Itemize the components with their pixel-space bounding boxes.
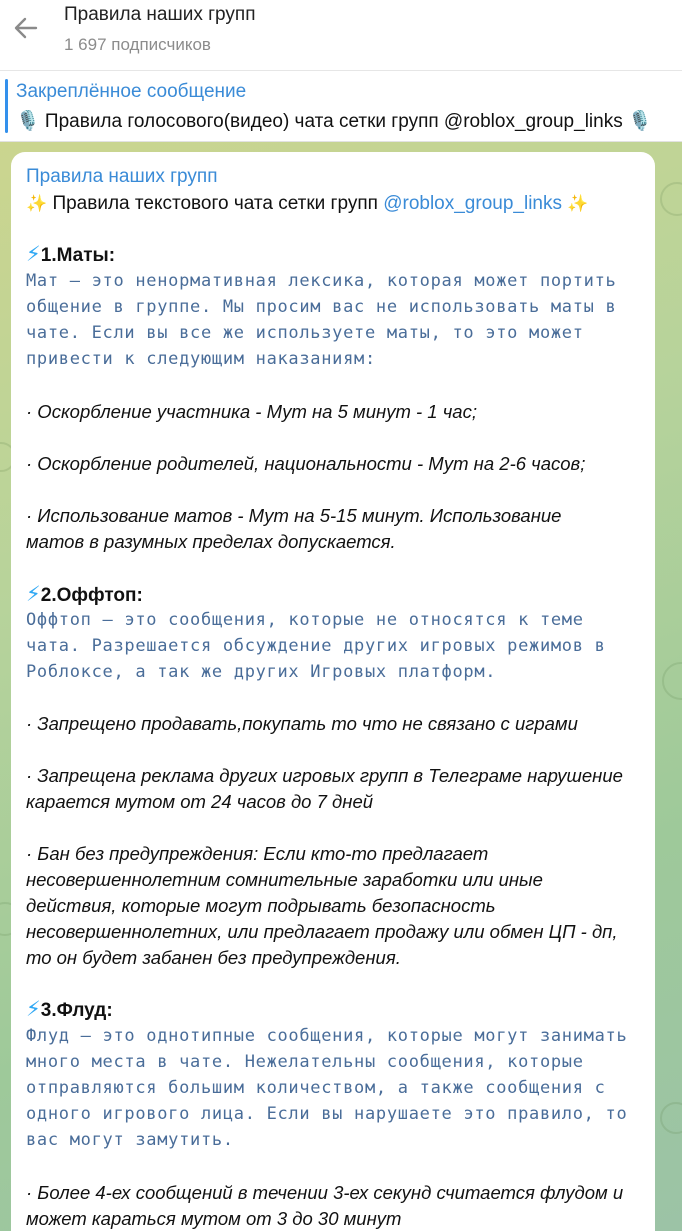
lightning-icon: ⚡ bbox=[26, 583, 41, 606]
rule-line: несовершеннолетним сомнительные заработки или иные bbox=[26, 869, 543, 890]
arrow-left-icon bbox=[12, 14, 40, 42]
message-sender[interactable]: Правила наших групп bbox=[26, 166, 218, 187]
section-body-line: привести к следующим наказаниям: bbox=[26, 349, 376, 369]
section-body-line: общение в группе. Мы просим вас не использовать маты в bbox=[26, 297, 617, 317]
rule-line: · Запрещено продавать,покупать то что не связано с играми bbox=[26, 713, 578, 734]
section-body-line: Роблоксе, а так же других Игровых платформ. bbox=[26, 662, 497, 682]
message-subtitle bbox=[26, 193, 588, 215]
rule-line: · Запрещена реклама других игровых групп в Телеграме нарушение bbox=[26, 765, 623, 786]
background-doodle bbox=[660, 182, 682, 216]
rule-line: может караться мутом от 3 до 30 минут bbox=[26, 1208, 402, 1229]
pinned-title: Закреплённое сообщение bbox=[16, 81, 247, 102]
section-body-line: вас могут замутить. bbox=[26, 1130, 234, 1150]
rule-line: · Более 4-ех сообщений в течении 3-ех секунд считается флудом и bbox=[26, 1182, 624, 1203]
chat-title[interactable]: Правила наших групп bbox=[64, 4, 256, 25]
subtitle-text: Правила текстового чата сетки групп bbox=[52, 193, 384, 214]
rule-line: действия, которые могут подрывать безопасность bbox=[26, 895, 496, 916]
section-body-line: много места в чате. Нежелательны сообщения, которые bbox=[26, 1052, 584, 1072]
group-link[interactable]: @roblox_group_links bbox=[383, 193, 562, 214]
section-heading: ⚡2.Оффтоп: bbox=[26, 583, 143, 606]
section-body-line: Мат – это ненормативная лексика, которая может портить bbox=[26, 271, 617, 291]
sparkles-icon: ✨ bbox=[567, 194, 589, 213]
rule-line: · Оскорбление участника - Мут на 5 минут - 1 час; bbox=[26, 401, 477, 422]
background-doodle bbox=[662, 662, 682, 700]
sparkles-icon: ✨ bbox=[26, 194, 48, 213]
pinned-text: 🎙️ Правила голосового(видео) чата сетки групп @roblox_group_links 🎙️ bbox=[16, 111, 652, 132]
back-button[interactable] bbox=[8, 10, 44, 46]
message-bubble[interactable] bbox=[11, 152, 655, 1231]
rule-line: то он будет забанен без предупреждения. bbox=[26, 947, 401, 968]
section-heading: ⚡3.Флуд: bbox=[26, 998, 113, 1021]
section-body-line: чате. Если вы все же используете маты, то это может bbox=[26, 323, 584, 343]
chat-header bbox=[0, 0, 682, 71]
rule-line: несовершеннолетних, или предлагает продажу или обмен ЦП - дп, bbox=[26, 921, 618, 942]
rule-line: карается мутом от 24 часов до 7 дней bbox=[26, 791, 374, 812]
section-body-line: Оффтоп – это сообщения, которые не относятся к теме bbox=[26, 610, 584, 630]
lightning-icon: ⚡ bbox=[26, 998, 41, 1021]
subscriber-count: 1 697 подписчиков bbox=[64, 35, 211, 54]
rule-line: · Бан без предупреждения: Если кто-то предлагает bbox=[26, 843, 489, 864]
lightning-icon: ⚡ bbox=[26, 243, 41, 266]
rule-line: · Использование матов - Мут на 5-15 минут. Использование bbox=[26, 505, 562, 526]
background-doodle bbox=[660, 1102, 682, 1134]
section-body-line: отправляются большим количеством, а также сообщения с bbox=[26, 1078, 606, 1098]
chat-background bbox=[0, 142, 682, 1231]
rule-line: · Оскорбление родителей, национальности - Мут на 2-6 часов; bbox=[26, 453, 586, 474]
section-body-line: чата. Разрешается обсуждение других игровых режимов в bbox=[26, 636, 606, 656]
pinned-message-bar[interactable] bbox=[0, 71, 682, 142]
section-body-line: Флуд – это однотипные сообщения, которые могут занимать bbox=[26, 1026, 628, 1046]
rule-line: матов в разумных пределах допускается. bbox=[26, 531, 396, 552]
section-body-line: одного игрового лица. Если вы нарушаете это правило, то bbox=[26, 1104, 628, 1124]
pinned-indicator bbox=[5, 79, 8, 133]
section-heading: ⚡1.Маты: bbox=[26, 243, 116, 266]
